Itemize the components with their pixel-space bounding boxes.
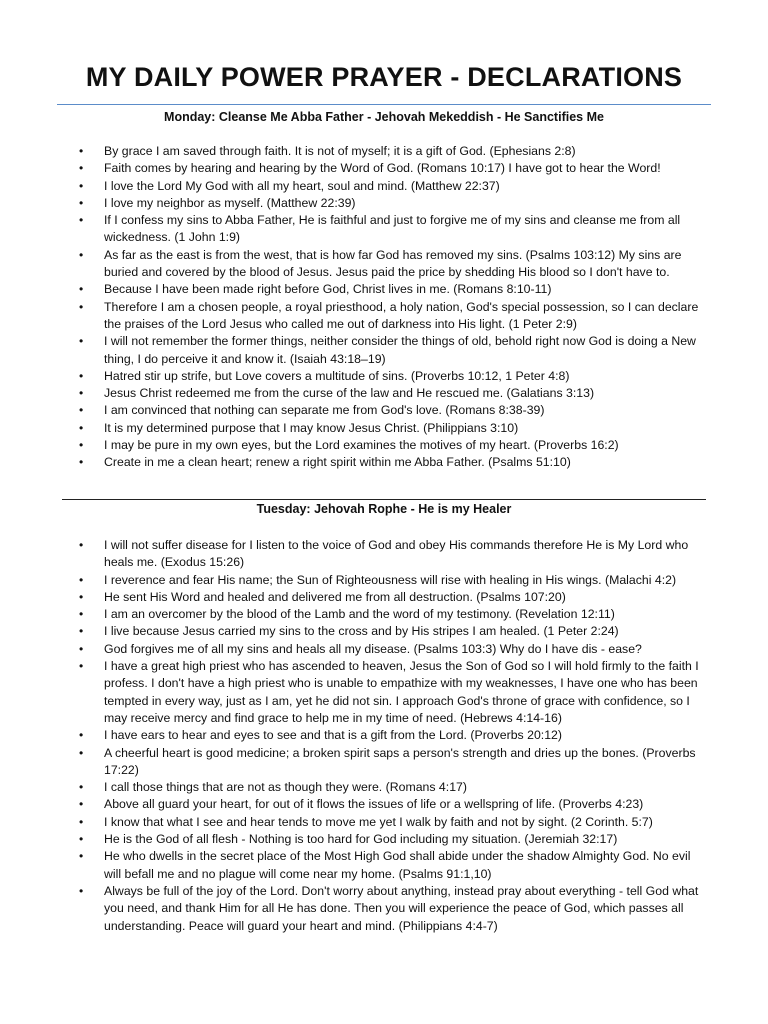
- list-item: • I will not remember the former things, neither consider the things of old, behold right now God is doing a New thing, I do perceive it and know it. (Isaiah 43:18–19): [62, 333, 702, 368]
- list-item: • Create in me a clean heart; renew a right spirit within me Abba Father. (Psalms 51:10): [62, 454, 702, 471]
- list-item: • God forgives me of all my sins and heals all my disease. (Psalms 103:3) Why do I have dis - ease?: [62, 641, 702, 658]
- list-item: • Faith comes by hearing and hearing by the Word of God. (Romans 10:17) I have got to hear the Word!: [62, 160, 702, 177]
- section-divider: [62, 499, 706, 500]
- list-item: • Always be full of the joy of the Lord. Don't worry about anything, instead pray about everything - tell God what you need, and thank Him for all He has done. Then you will experience the peace of God, which passes all understanding. Peace will guard your heart and mind. (Philippians 4:4-7): [62, 883, 702, 935]
- list-item: • A cheerful heart is good medicine; a broken spirit saps a person's strength and dries up the bones. (Proverbs 17:22): [62, 745, 702, 780]
- list-item: • He is the God of all flesh - Nothing is too hard for God including my situation. (Jeremiah 32:17): [62, 831, 702, 848]
- list-item: • I love my neighbor as myself. (Matthew 22:39): [62, 195, 702, 212]
- list-item: • Above all guard your heart, for out of it flows the issues of life or a wellspring of life. (Proverbs 4:23): [62, 796, 702, 813]
- list-item: • As far as the east is from the west, that is how far God has removed my sins. (Psalms 103:12) My sins are buried and covered by the blood of Jesus. Jesus paid the price by shedding His blood so I don't have to.: [62, 247, 702, 282]
- page-title: MY DAILY POWER PRAYER - DECLARATIONS: [85, 62, 683, 92]
- list-item: • I am convinced that nothing can separate me from God's love. (Romans 8:38-39): [62, 402, 702, 419]
- list-item: • He sent His Word and healed and delivered me from all destruction. (Psalms 107:20): [62, 589, 702, 606]
- monday-heading: Monday: Cleanse Me Abba Father - Jehovah Mekeddish - He Sanctifies Me: [164, 110, 604, 124]
- list-item: • I live because Jesus carried my sins to the cross and by His stripes I am healed. (1 Peter 2:24): [62, 623, 702, 640]
- tuesday-heading: Tuesday: Jehovah Rophe - He is my Healer: [256, 502, 512, 516]
- list-item: • I reverence and fear His name; the Sun of Righteousness will rise with healing in His wings. (Malachi 4:2): [62, 572, 702, 589]
- list-item: • By grace I am saved through faith. It is not of myself; it is a gift of God. (Ephesians 2:8): [62, 143, 702, 160]
- title-underline: [57, 104, 711, 105]
- list-item: • I love the Lord My God with all my heart, soul and mind. (Matthew 22:37): [62, 178, 702, 195]
- list-item: • He who dwells in the secret place of the Most High God shall abide under the shadow Almighty God. No evil will befall me and no plague will come near my home. (Psalms 91:1,10): [62, 848, 702, 883]
- list-item: • I have ears to hear and eyes to see and that is a gift from the Lord. (Proverbs 20:12): [62, 727, 702, 744]
- list-item: • I know that what I see and hear tends to move me yet I walk by faith and not by sight. (2 Corinth. 5:7): [62, 814, 702, 831]
- list-item: • I am an overcomer by the blood of the Lamb and the word of my testimony. (Revelation 12:11): [62, 606, 702, 623]
- list-item: • If I confess my sins to Abba Father, He is faithful and just to forgive me of my sins and cleanse me from all wickedness. (1 John 1:9): [62, 212, 702, 247]
- list-item: • It is my determined purpose that I may know Jesus Christ. (Philippians 3:10): [62, 420, 702, 437]
- monday-declarations-list: [62, 143, 702, 472]
- list-item: • Therefore I am a chosen people, a royal priesthood, a holy nation, God's special possession, so I can declare the praises of the Lord Jesus who called me out of darkness into His light. (1 Peter 2:9): [62, 299, 702, 334]
- list-item: • I have a great high priest who has ascended to heaven, Jesus the Son of God so I will hold firmly to the faith I profess. I don't have a high priest who is unable to empathize with my weaknesses, I have one who has been tempted in every way, just as I am, yet he did not sin. I approach God's throne of grace with confidence, so I may receive mercy and find grace to help me in my time of need. (Hebrews 4:14-16): [62, 658, 702, 727]
- tuesday-declarations-list: [62, 537, 702, 935]
- list-item: • Because I have been made right before God, Christ lives in me. (Romans 8:10-11): [62, 281, 702, 298]
- list-item: • I may be pure in my own eyes, but the Lord examines the motives of my heart. (Proverbs 16:2): [62, 437, 702, 454]
- list-item: • Jesus Christ redeemed me from the curse of the law and He rescued me. (Galatians 3:13): [62, 385, 702, 402]
- list-item: • I call those things that are not as though they were. (Romans 4:17): [62, 779, 702, 796]
- list-item: • Hatred stir up strife, but Love covers a multitude of sins. (Proverbs 10:12, 1 Peter 4:8): [62, 368, 702, 385]
- list-item: • I will not suffer disease for I listen to the voice of God and obey His commands therefore He is My Lord who heals me. (Exodus 15:26): [62, 537, 702, 572]
